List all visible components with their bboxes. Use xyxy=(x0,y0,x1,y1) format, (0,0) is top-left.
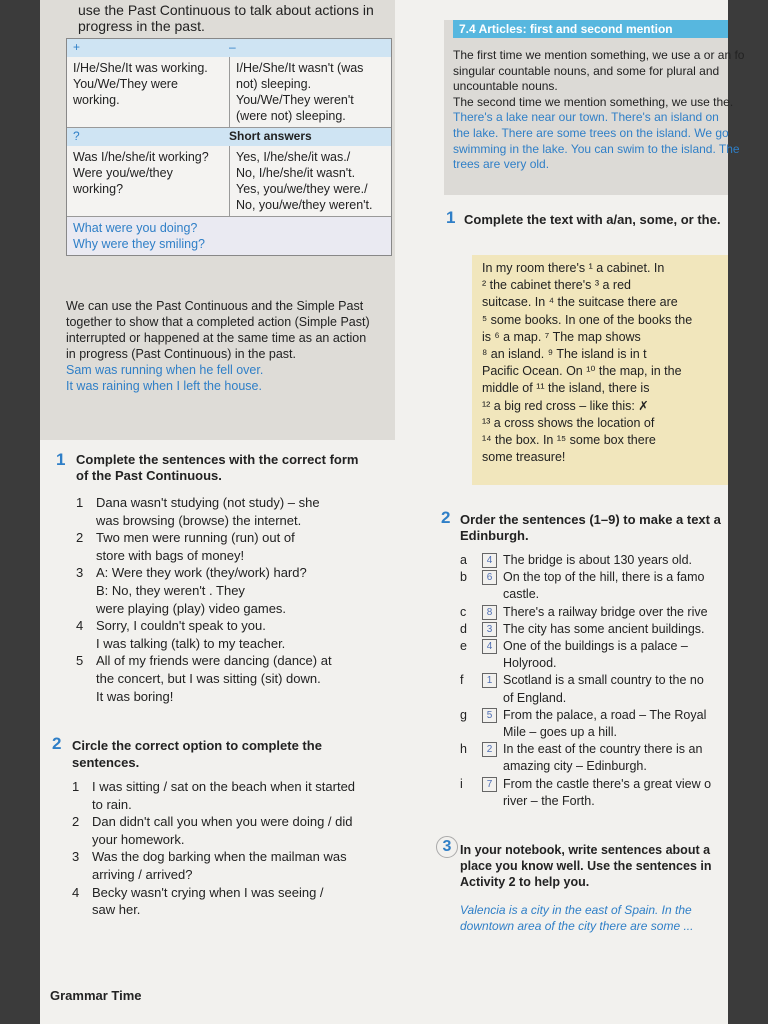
order-item xyxy=(460,621,728,638)
order-item-line: of England. xyxy=(503,690,567,705)
exercise-2-item xyxy=(72,884,402,902)
wh-questions-cell xyxy=(67,217,391,255)
rule-text xyxy=(66,298,370,394)
order-item-box: 6 xyxy=(482,570,497,585)
affirmative-cell xyxy=(67,57,229,127)
order-item-text xyxy=(503,741,702,775)
grammar-table xyxy=(66,38,392,256)
order-item-box: 4 xyxy=(482,639,497,654)
exercise-2-item xyxy=(72,778,402,796)
order-item-text xyxy=(503,552,692,569)
example-line: downtown area of the city there are some ... xyxy=(460,919,694,933)
exercise-2-item xyxy=(72,848,402,866)
order-item-text xyxy=(503,569,705,603)
exercise-2-item-text: to rain. xyxy=(92,796,132,812)
story-line: some treasure! xyxy=(482,450,566,465)
order-item-box: 2 xyxy=(482,742,497,757)
exercise-1-item-number: 5 xyxy=(76,653,84,669)
order-item xyxy=(460,638,728,672)
title-line: of the Past Continuous. xyxy=(76,468,222,483)
exercise-1-item-number: 3 xyxy=(76,565,84,581)
order-item-line: There's a railway bridge over the rive xyxy=(503,604,708,619)
example-line: the lake. There are some trees on the island. We go xyxy=(453,125,729,140)
exercise-1-title xyxy=(76,452,358,484)
exercise-1-item-text: All of my friends were dancing (dance) at xyxy=(96,653,332,669)
exercise-2-item-number xyxy=(72,866,92,884)
exercise-2-item xyxy=(72,796,402,814)
exercise-1-item xyxy=(76,547,396,565)
exercise-1-item-number xyxy=(76,547,96,565)
order-item xyxy=(460,672,728,706)
order-item xyxy=(460,552,728,569)
exercise-2-item-text: your homework. xyxy=(92,831,185,847)
story-line: In my room there's ¹ a cabinet. In xyxy=(482,261,665,275)
order-item xyxy=(460,741,728,775)
question-line: Were you/we/they working? xyxy=(73,166,173,196)
exercise-2-item xyxy=(72,831,402,849)
order-item-letter: f xyxy=(460,673,464,688)
minus-label: – xyxy=(229,40,236,54)
exercise-2-item-text: Was the dog barking when the mailman was xyxy=(92,849,347,865)
exercise-2-title xyxy=(72,737,322,771)
right-exercise-1-number: 1 xyxy=(446,208,456,227)
explain-line: The first time we mention something, we use a or an fo xyxy=(453,48,745,62)
exercise-1-item-number xyxy=(76,635,96,653)
story-line: is ⁶ a map. ⁷ The map shows xyxy=(482,329,641,344)
exercise-1-item-text: B: No, they weren't . They xyxy=(96,582,245,598)
story-line: ² the cabinet there's ³ a red xyxy=(482,278,631,293)
exercise-1-item xyxy=(76,529,396,547)
exercise-1-item-number: 1 xyxy=(76,495,84,510)
story-line: ¹⁴ the box. In ¹⁵ some box there xyxy=(482,433,656,448)
exercise-2-item-text: Becky wasn't crying when I was seeing / xyxy=(92,884,324,900)
exercise-2-item xyxy=(72,866,402,884)
right-exercise-2-number: 2 xyxy=(441,508,451,527)
order-item-text xyxy=(503,638,688,672)
short-answers-title: Short answers xyxy=(229,129,312,143)
right-exercise-3-example xyxy=(460,902,693,934)
order-list xyxy=(460,552,728,810)
order-item-letter: e xyxy=(460,639,467,654)
exercise-1-item-text: the concert, but I was sitting (sit) down. xyxy=(96,670,321,686)
exercise-1-item-text: It was boring! xyxy=(96,688,174,704)
exercise-1-item-number xyxy=(76,688,96,706)
story-line: ⁵ some books. In one of the books the xyxy=(482,312,693,327)
exercise-1-item xyxy=(76,512,396,530)
exercise-2-number: 2 xyxy=(52,734,62,753)
example-line: There's a lake near our town. There's an island on xyxy=(453,110,719,125)
story-line: ⁸ an island. ⁹ The island is in t xyxy=(482,347,647,362)
title-line: In your notebook, write sentences about a xyxy=(460,843,711,857)
rule-line: interrupted or happened at the same time as an action xyxy=(66,331,367,345)
exercise-1-item xyxy=(76,582,396,600)
right-exercise-3-number: 3 xyxy=(436,836,458,858)
exercise-2-item-number: 1 xyxy=(72,779,80,794)
order-item xyxy=(460,569,728,603)
order-item-box: 4 xyxy=(482,553,497,568)
order-item-line: One of the buildings is a palace – xyxy=(503,639,688,654)
exercise-1-item-text: A: Were they work (they/work) hard? xyxy=(96,565,307,581)
exercise-2-item-text: I was sitting / sat on the beach when it started xyxy=(92,779,356,794)
order-item-letter: d xyxy=(460,621,467,636)
order-item-text xyxy=(503,776,711,810)
exercise-1-item-text: I was talking (talk) to my teacher. xyxy=(96,635,286,651)
right-exercise-2-title xyxy=(460,512,721,544)
exercise-1-item-text: Two men were running (run) out of xyxy=(96,530,295,546)
exercise-1-item xyxy=(76,670,396,688)
story-text xyxy=(482,260,692,466)
questions-cell xyxy=(67,146,229,216)
order-item-box: 1 xyxy=(482,673,497,688)
title-line: Order the sentences (1–9) to make a text a xyxy=(460,512,721,527)
order-item-letter: h xyxy=(460,742,467,757)
articles-explanation xyxy=(453,48,744,173)
order-item-line: Scotland is a small country to the no xyxy=(503,673,704,688)
exercise-2-item-number: 3 xyxy=(72,849,80,865)
order-item-letter: a xyxy=(460,553,467,567)
affirm-line: You/We/They were working. xyxy=(73,77,178,107)
order-item xyxy=(460,604,728,621)
exercise-1-item-text: Sorry, I couldn't speak to you. xyxy=(96,618,266,634)
explain-line: uncountable nouns. xyxy=(453,79,558,94)
negative-cell xyxy=(229,57,391,127)
exercise-1-item-text: was browsing (browse) the internet. xyxy=(96,512,302,528)
exercise-2-item-text: arriving / arrived? xyxy=(92,866,193,882)
title-line: sentences. xyxy=(72,755,140,770)
order-item-text xyxy=(503,621,705,638)
example-line: It was raining when I left the house. xyxy=(66,379,262,393)
exercise-2-item-text: saw her. xyxy=(92,902,141,918)
exercise-1-item-number xyxy=(76,600,96,618)
exercise-1-item-text: were playing (play) video games. xyxy=(96,600,287,616)
order-item-line: castle. xyxy=(503,587,540,602)
exercise-1-item xyxy=(76,564,396,582)
question-label: ? xyxy=(73,129,80,143)
story-line: ¹² a big red cross – like this: ✗ xyxy=(482,398,649,413)
order-item-line: In the east of the country there is an xyxy=(503,742,703,757)
exercise-1-list xyxy=(76,494,396,705)
order-item-letter: b xyxy=(460,570,467,585)
rule-line: in progress (Past Continuous) in the past. xyxy=(66,347,296,361)
short-answer-line: No, I/he/she/it wasn't. xyxy=(236,166,356,180)
order-item-line: From the castle there's a great view o xyxy=(503,776,712,791)
story-line: ¹³ a cross shows the location of xyxy=(482,415,655,430)
rule-line: We can use the Past Continuous and the Simple Past xyxy=(66,299,364,313)
negative-line: You/We/They weren't (were not) sleeping. xyxy=(236,93,354,123)
order-item xyxy=(460,707,728,741)
order-item-line: amazing city – Edinburgh. xyxy=(503,759,647,774)
exercise-1-item xyxy=(76,688,396,706)
wh-question-line: What were you doing? xyxy=(73,221,198,235)
order-item-text xyxy=(503,707,706,741)
order-item-box: 8 xyxy=(482,605,497,620)
title-line: place you know well. Use the sentences in xyxy=(460,859,712,873)
exercise-2-item-number: 2 xyxy=(72,814,80,830)
explain-line: singular countable nouns, and some for plural and xyxy=(453,63,720,78)
exercise-1-item-number xyxy=(76,512,96,530)
exercise-1-item-number xyxy=(76,582,96,600)
exercise-1-item xyxy=(76,600,396,618)
question-line: Was I/he/she/it working? xyxy=(73,150,209,164)
short-answer-line: Yes, you/we/they were./ xyxy=(236,182,368,196)
short-answer-line: No, you/we/they weren't. xyxy=(236,198,373,212)
example-line: swimming in the lake. You can swim to the island. The xyxy=(453,141,740,156)
example-line: trees are very old. xyxy=(453,157,550,172)
story-line: suitcase. In ⁴ the suitcase there are xyxy=(482,295,678,310)
explain-line: The second time we mention something, we use the. xyxy=(453,94,734,109)
plus-label: + xyxy=(73,40,81,54)
order-item-box: 7 xyxy=(482,777,497,792)
exercise-2-item-text: Dan didn't call you when you were doing / did xyxy=(92,814,353,830)
exercise-2-item-number xyxy=(72,831,92,849)
example-line: Sam was running when he fell over. xyxy=(66,363,264,377)
title-line: Complete the sentences with the correct form xyxy=(76,452,359,467)
exercise-1-item xyxy=(76,494,396,512)
title-line: Circle the correct option to complete the xyxy=(72,738,322,753)
order-item-box: 5 xyxy=(482,708,497,723)
footer-title: Grammar Time xyxy=(50,988,142,1003)
exercise-1-item xyxy=(76,635,396,653)
order-item-box: 3 xyxy=(482,622,497,637)
story-line: Pacific Ocean. On ¹⁰ the map, in the xyxy=(482,364,682,379)
section-label: 7.4 Articles: first and second mention xyxy=(459,22,673,36)
exercise-1-number: 1 xyxy=(56,450,66,469)
exercise-2-item-number: 4 xyxy=(72,884,80,900)
title-line: Activity 2 to help you. xyxy=(460,875,590,889)
negative-line: I/He/She/It wasn't (was not) sleeping. xyxy=(236,61,364,91)
order-item-text xyxy=(503,672,704,706)
affirm-line: I/He/She/It was working. xyxy=(73,61,208,75)
order-item-line: On the top of the hill, there is a famo xyxy=(503,570,705,585)
short-answer-line: Yes, I/he/she/it was./ xyxy=(236,150,351,164)
exercise-2-item xyxy=(72,813,402,831)
order-item-line: river – the Forth. xyxy=(503,793,595,808)
exercise-1-item xyxy=(76,652,396,670)
exercise-1-item-number: 4 xyxy=(76,618,84,634)
title-line: Edinburgh. xyxy=(460,528,529,543)
order-item-letter: c xyxy=(460,604,467,619)
order-item-line: From the palace, a road – The Royal xyxy=(503,707,707,722)
exercise-2-item xyxy=(72,901,402,919)
exercise-1-item-number xyxy=(76,670,96,688)
wh-question-line: Why were they smiling? xyxy=(73,237,205,251)
right-exercise-1-title: Complete the text with a/an, some, or the. xyxy=(464,212,721,227)
order-item-letter: g xyxy=(460,707,467,722)
section-label-bar xyxy=(453,20,728,38)
grammar-header: use the Past Continuous to talk about actions in progress in the past. xyxy=(78,2,374,34)
exercise-1-item-text: store with bags of money! xyxy=(96,547,245,563)
exercise-2-item-number xyxy=(72,796,92,814)
story-line: middle of ¹¹ the island, there is xyxy=(482,381,650,396)
order-item-line: Mile – goes up a hill. xyxy=(503,725,617,740)
order-item xyxy=(460,776,728,810)
order-item-line: The city has some ancient buildings. xyxy=(503,621,705,636)
exercise-2-item-number xyxy=(72,901,92,919)
order-item-text xyxy=(503,604,708,621)
order-item-line: Holyrood. xyxy=(503,656,557,671)
exercise-1-item xyxy=(76,617,396,635)
order-item-letter: i xyxy=(460,776,463,791)
exercise-1-item-number: 2 xyxy=(76,530,84,546)
rule-line: together to show that a completed action (Simple Past) xyxy=(66,315,370,329)
order-item-line: The bridge is about 130 years old. xyxy=(503,553,693,567)
exercise-1-item-text: Dana wasn't studying (not study) – she xyxy=(96,495,320,510)
exercise-2-list xyxy=(72,778,402,919)
short-answers-cell xyxy=(229,146,391,216)
right-exercise-3-title xyxy=(460,842,711,890)
example-line: Valencia is a city in the east of Spain. In the xyxy=(460,903,692,917)
